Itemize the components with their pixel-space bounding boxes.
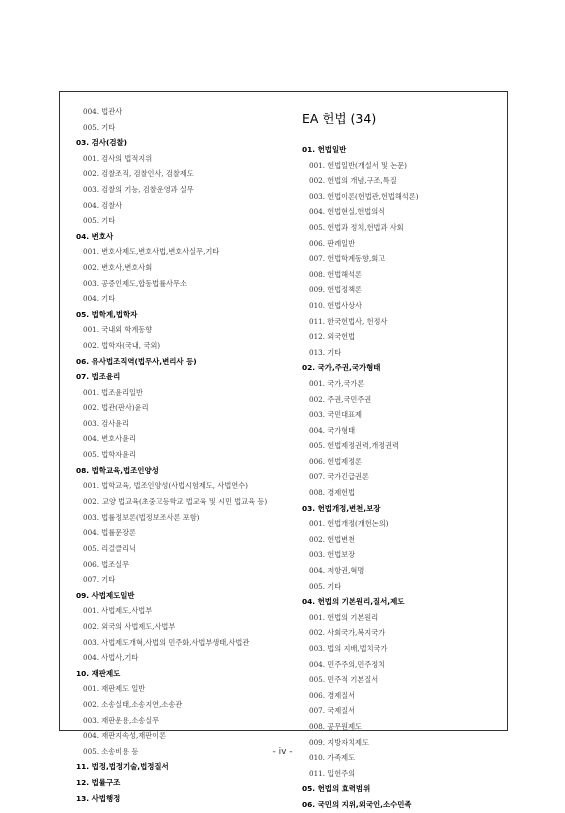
toc-heading: 10. 재판제도 <box>76 668 121 678</box>
toc-subitem: 003. 검찰의 기능, 검찰운영과 실무 <box>83 184 194 194</box>
toc-subitem: 011. 한국헌법사, 헌정사 <box>309 316 388 326</box>
toc-subitem: 003. 국민대표제 <box>309 410 363 420</box>
toc-subitem: 002. 법학자(국내, 국외) <box>83 340 161 350</box>
toc-subitem: 004. 국가형태 <box>309 425 356 435</box>
page-number: - iv - <box>272 747 293 757</box>
toc-subitem: 004. 검찰사 <box>83 200 123 210</box>
toc-subitem-number: 002. <box>83 496 100 506</box>
toc-subitem: 001. 법학교육, 법조인양성(사법시험제도, 사법연수) <box>83 481 248 491</box>
toc-subitem: 012. 외국헌법 <box>309 332 356 342</box>
toc-subitem: 006. 법조실무 <box>83 559 130 569</box>
toc-subitem: 004. 기타 <box>83 294 116 304</box>
toc-subitem: 001. 사법제도,사법부 <box>83 606 153 616</box>
toc-subitem: 005. 리걸클리닉 <box>83 544 137 554</box>
toc-subitem: 001. 법조윤리일반 <box>83 387 143 397</box>
right-column-items <box>302 142 502 813</box>
toc-subitem: 002. 주권,국민주권 <box>309 394 372 404</box>
toc-heading: 08. 법학교육,법조인양성 <box>76 465 159 475</box>
toc-subitem: 001. 검사의 법적지위 <box>83 153 153 163</box>
toc-subitem: 001. 헌법의 기본원리 <box>309 612 379 622</box>
toc-subitem: 006. 판례일반 <box>309 238 356 248</box>
toc-subitem: 004. 변호사윤리 <box>83 434 137 444</box>
toc-subitem <box>76 494 291 510</box>
toc-subitem: 002. 법관(판사)윤리 <box>83 403 149 413</box>
toc-subitem: 002. 헌법의 개념,구조,특질 <box>309 176 397 186</box>
toc-subitem: 008. 헌법해석론 <box>309 269 363 279</box>
toc-subitem: 005. 민주적 기본질서 <box>309 675 379 685</box>
toc-subitem: 004. 저항권,혁명 <box>309 566 365 576</box>
toc-subitem: 013. 기타 <box>309 347 342 357</box>
toc-subitem: 008. 경제헌법 <box>309 488 356 498</box>
toc-heading: 06. 국민의 지위,외국인,소수민족 <box>302 799 412 809</box>
toc-subitem: 007. 기타 <box>83 575 116 585</box>
toc-subitem: 001. 변호사제도,변호사법,변호사실무,기타 <box>83 247 220 257</box>
toc-heading: 05. 헌법의 효력범위 <box>302 784 371 794</box>
toc-heading: 03. 검사(검찰) <box>76 138 127 148</box>
toc-subitem: 001. 국가,국가론 <box>309 378 365 388</box>
toc-subitem: 001. 헌법일반(개설서 및 논문) <box>309 160 407 170</box>
toc-subitem: 003. 헌법이론(헌법관,헌법해석론) <box>309 191 419 201</box>
toc-subitem: 006. 헌법제정론 <box>309 456 363 466</box>
toc-heading: 05. 법학계,법학자 <box>76 309 138 319</box>
toc-subitem: 003. 검사윤리 <box>83 418 130 428</box>
toc-subitem: 004. 법관사 <box>83 107 123 116</box>
toc-subitem: 005. 기타 <box>83 122 116 132</box>
toc-subitem: 002. 사회국가,복지국가 <box>309 628 386 638</box>
toc-subitem: 009. 헌법정책론 <box>309 285 363 295</box>
toc-subitem: 003. 공증인제도,합동법률사무소 <box>83 278 187 288</box>
toc-subitem: 004. 재판지속성,재판이론 <box>83 731 167 741</box>
toc-subitem: 003. 법의 지배,법치국가 <box>309 644 388 653</box>
toc-subitem: 006. 경제질서 <box>309 690 356 700</box>
toc-subitem: 007. 국제질서 <box>309 706 356 716</box>
toc-subitem: 001. 국내외 학계동향 <box>83 325 153 335</box>
toc-subitem: 004. 사법사,기타 <box>83 653 139 663</box>
toc-subitem: 007. 헌법학계동향,회고 <box>309 254 386 264</box>
left-column <box>76 104 291 806</box>
toc-subitem: 009. 지방자치제도 <box>309 737 369 747</box>
toc-subitem: 011. 입헌주의 <box>309 768 356 778</box>
toc-heading: 04. 헌법의 기본원리,질서,제도 <box>302 597 405 607</box>
toc-subitem: 005. 소송비용 등 <box>83 746 139 756</box>
toc-subitem: 005. 기타 <box>83 216 116 226</box>
toc-subitem: 003. 사법제도개혁,사법의 민주화,사법부생태,사법관 <box>83 637 250 647</box>
toc-subitem: 003. 재판운용,소송실무 <box>83 715 160 725</box>
toc-subitem: 004. 민주주의,민주정치 <box>309 659 386 669</box>
toc-subitem: 005. 법학자윤리 <box>83 450 137 460</box>
toc-subitem: 002. 검찰조직, 검찰인사, 검찰제도 <box>83 169 194 179</box>
toc-heading: 11. 법정,법정기술,법정질서 <box>76 762 169 772</box>
toc-subitem: 004. 헌법현실,헌법의식 <box>309 207 386 217</box>
toc-subitem: 007. 국가긴급권론 <box>309 472 369 482</box>
toc-subitem: 002. 소송실태,소송지연,소송관 <box>83 699 183 709</box>
toc-heading: 06. 유사법조직역(법무사,변리사 등) <box>76 356 197 366</box>
toc-subitem: 002. 외국의 사법제도,사법부 <box>83 622 176 631</box>
toc-heading: 04. 변호사 <box>76 231 114 241</box>
right-column <box>302 106 502 813</box>
toc-subitem: 003. 헌법보장 <box>309 550 356 560</box>
toc-subitem: 010. 헌법사상사 <box>309 300 363 310</box>
toc-heading: 02. 국가,주권,국가형태 <box>302 363 381 373</box>
toc-subitem: 002. 헌법변천 <box>309 534 356 544</box>
toc-subitem: 001. 헌법개정(개헌논의) <box>309 519 389 529</box>
toc-subitem: 003. 법률정보론(법정보조사론 포함) <box>83 512 200 522</box>
toc-subitem: 005. 헌법제정권력,개정권력 <box>309 441 400 451</box>
toc-subitem: 004. 법률문장론 <box>83 528 137 538</box>
toc-subitem: 010. 가족제도 <box>309 753 356 763</box>
toc-heading: 09. 사법제도일반 <box>76 590 135 600</box>
toc-heading: 01. 헌법일반 <box>302 145 347 154</box>
toc-subitem: 005. 헌법과 정치,헌법과 사회 <box>309 222 404 232</box>
toc-subitem: 001. 재판제도 일반 <box>83 684 146 694</box>
section-title: EA 헌법 (34) <box>302 111 377 126</box>
toc-subitem-text: 교양 법교육(초중고등학교 법교육 및 시민 법교육 등) <box>102 496 268 506</box>
toc-heading: 07. 법조윤리 <box>76 372 121 382</box>
toc-subitem: 005. 기타 <box>309 581 342 591</box>
toc-subitem: 008. 공무원제도 <box>309 721 363 731</box>
toc-heading: 03. 헌법개정,변천,보장 <box>302 503 381 513</box>
toc-subitem: 002. 변호사,변호사회 <box>83 262 153 272</box>
toc-heading: 13. 사법행정 <box>76 793 121 803</box>
toc-heading: 12. 법률구조 <box>76 777 121 787</box>
